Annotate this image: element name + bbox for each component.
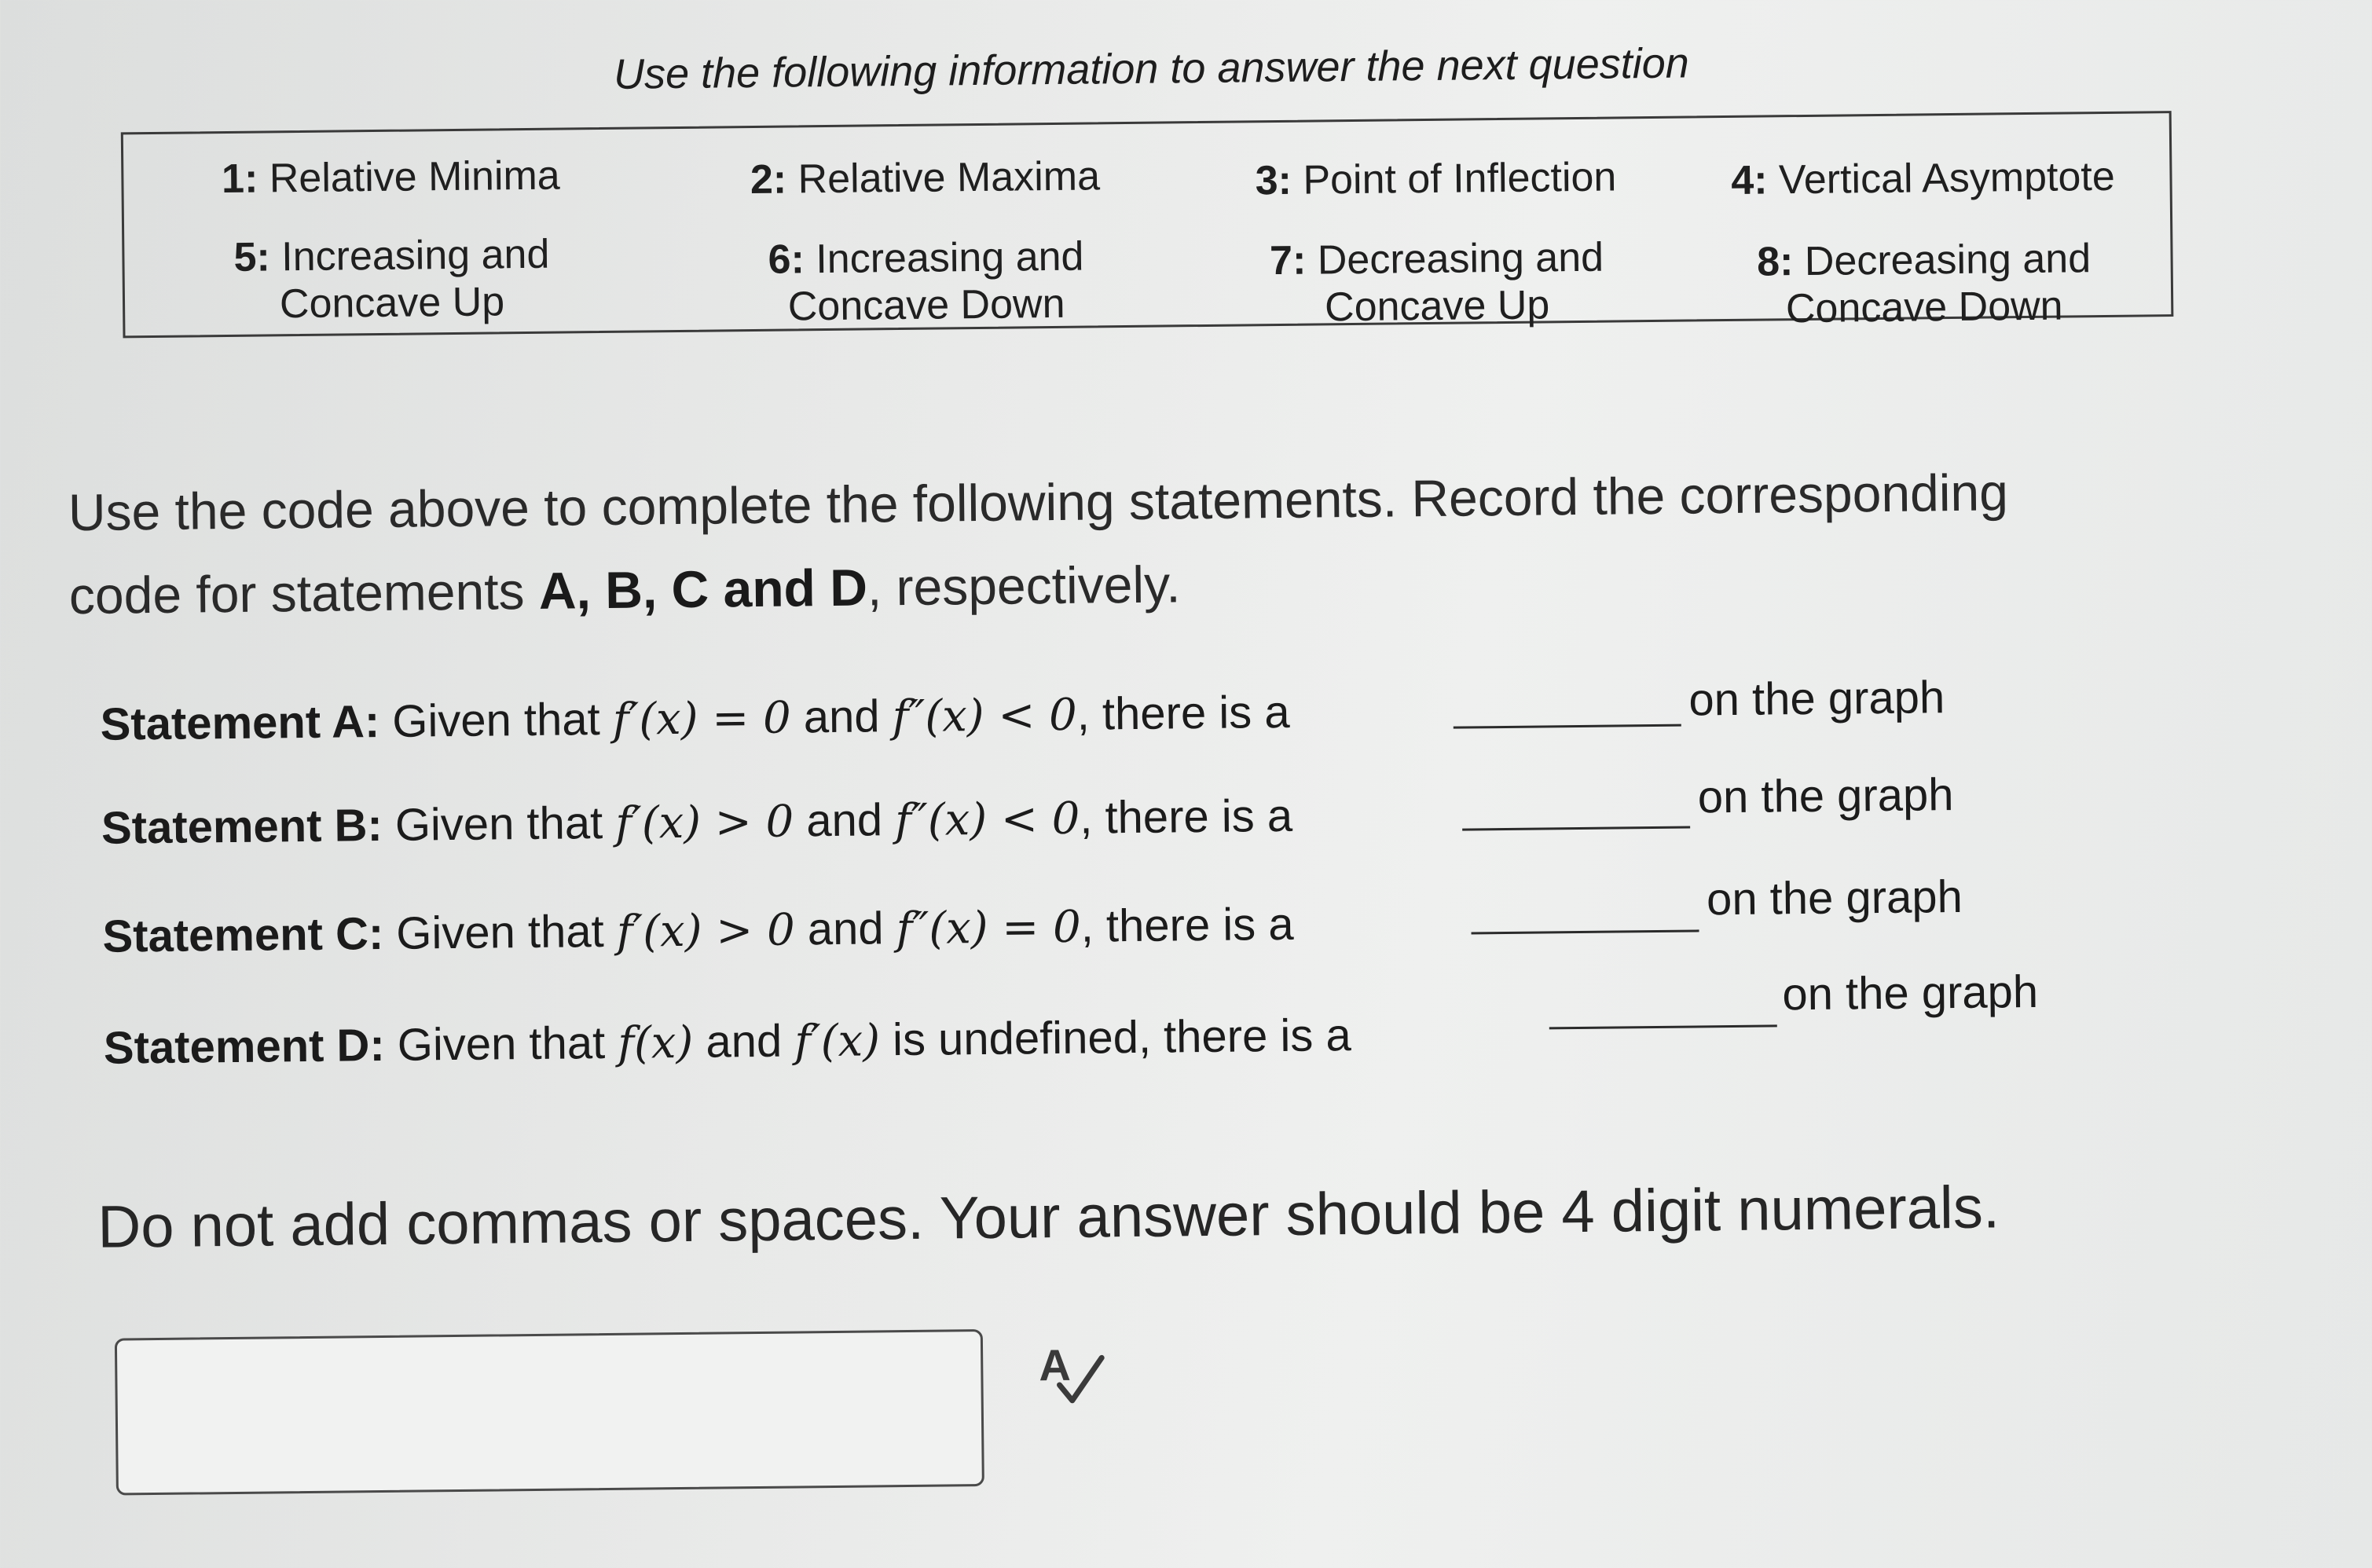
code-3: 3: Point of Inflection: [1255, 154, 1617, 204]
statement-a-blank: [1454, 724, 1681, 729]
code-4: 4: Vertical Asymptote: [1730, 153, 2116, 203]
statement-c-suffix: on the graph: [1706, 870, 1963, 925]
statement-d-suffix: on the graph: [1782, 965, 2039, 1020]
statement-d-blank: [1549, 1024, 1777, 1029]
instructions: [68, 448, 2269, 637]
info-header: Use the following information to answer the next question: [613, 39, 1690, 98]
statement-a: Statement A: Given that f′(x) = 0 and f″(x) < 0, there is a: [100, 686, 1290, 750]
code-6: 6: Increasing and Concave Down: [768, 233, 1084, 330]
statement-c-blank: [1472, 929, 1699, 934]
statement-d: Statement D: Given that f(x) and f′(x) is undefined, there is a: [103, 1009, 1352, 1074]
code-2: 2: Relative Maxima: [750, 153, 1101, 203]
instructions-line-1: Use the code above to complete the following statements. Record the corresponding: [68, 463, 2009, 542]
code-8: 8: Decreasing and Concave Down: [1756, 236, 2092, 332]
statement-b: Statement B: Given that f′(x) > 0 and f″(x) < 0, there is a: [101, 789, 1293, 854]
code-1: 1: Relative Minima: [221, 152, 560, 203]
spellcheck-icon[interactable]: [1036, 1335, 1107, 1407]
instructions-line-2: code for statements A, B, C and D, respectively.: [68, 555, 1181, 625]
answer-format-note: Do not add commas or spaces. Your answer should be 4 digit numerals.: [97, 1174, 2000, 1261]
code-table: [121, 111, 2174, 338]
statement-b-blank: [1462, 826, 1690, 831]
statement-b-suffix: on the graph: [1697, 769, 1954, 823]
statement-c: Statement C: Given that f′(x) > 0 and f″(x) = 0, there is a: [102, 898, 1294, 962]
code-5: 5: Increasing and Concave Up: [233, 231, 550, 328]
answer-input[interactable]: [115, 1329, 984, 1496]
code-7: 7: Decreasing and Concave Up: [1269, 234, 1604, 331]
svg-text:A: A: [1038, 1339, 1072, 1390]
statement-a-suffix: on the graph: [1688, 672, 1945, 726]
